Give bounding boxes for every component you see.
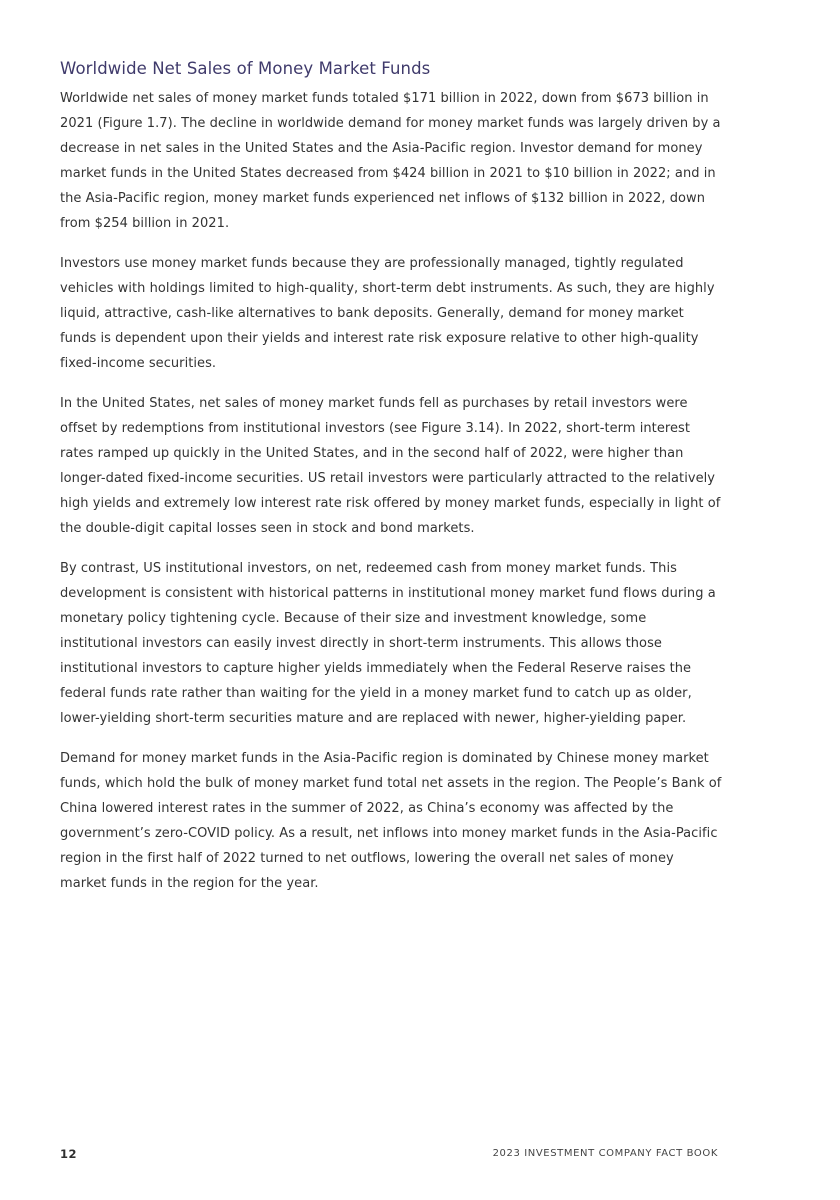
body-paragraph: Demand for money market funds in the Asia-Pacific region is dominated by Chinese money market funds, which hold the bulk of money market fund total net assets in the region. The People’s Bank of China lowered interest rates in the summer of 2022, as China’s economy was affected by the government’s zero-COVID policy. As a result, net inflows into money market funds in the Asia-Pacific region in the first half of 2022 turned to net outflows, lowering the overall net sales of money market funds in the region for the year. (60, 751, 722, 891)
main-content (60, 56, 722, 911)
page-number: 12 (60, 1147, 78, 1161)
body-paragraph: By contrast, US institutional investors, on net, redeemed cash from money market funds. This development is consistent with historical patterns in institutional money market fund flows during a monetary policy tightening cycle. Because of their size and investment knowledge, some institutional investors can easily invest directly in short-term instruments. This allows those institutional investors to capture higher yields immediately when the Federal Reserve raises the federal funds rate rather than waiting for the yield in a money market fund to catch up as older, lower-yielding short-term securities mature and are replaced with newer, higher-yielding paper. (60, 561, 716, 726)
body-paragraph: In the United States, net sales of money market funds fell as purchases by retail investors were offset by redemptions from institutional investors (see Figure 3.14). In 2022, short-term interest rates ramped up quickly in the United States, and in the second half of 2022, were higher than longer-dated fixed-income securities. US retail investors were particularly attracted to the relatively high yields and extremely low interest rate risk offered by money market funds, especially in light of the double-digit capital losses seen in stock and bond markets. (60, 396, 721, 536)
body-paragraph: Investors use money market funds because they are professionally managed, tightly regulated vehicles with holdings limited to high-quality, short-term debt instruments. As such, they are highly liquid, attractive, cash-like alternatives to bank deposits. Generally, demand for money market funds is dependent upon their yields and interest rate risk exposure relative to other high-quality fixed-income securities. (60, 256, 715, 371)
section-heading: Worldwide Net Sales of Money Market Funds (60, 59, 431, 78)
page-footer (60, 1147, 718, 1165)
running-title: 2023 INVESTMENT COMPANY FACT BOOK (492, 1148, 718, 1159)
body-paragraph: Worldwide net sales of money market funds totaled $171 billion in 2022, down from $673 billion in 2021 (Figure 1.7). The decline in worldwide demand for money market funds was largely driven by a decrease in net sales in the United States and the Asia-Pacific region. Investor demand for money market funds in the United States decreased from $424 billion in 2021 to $10 billion in 2022; and in the Asia-Pacific region, money market funds experienced net inflows of $132 billion in 2022, down from $254 billion in 2021. (60, 91, 721, 231)
